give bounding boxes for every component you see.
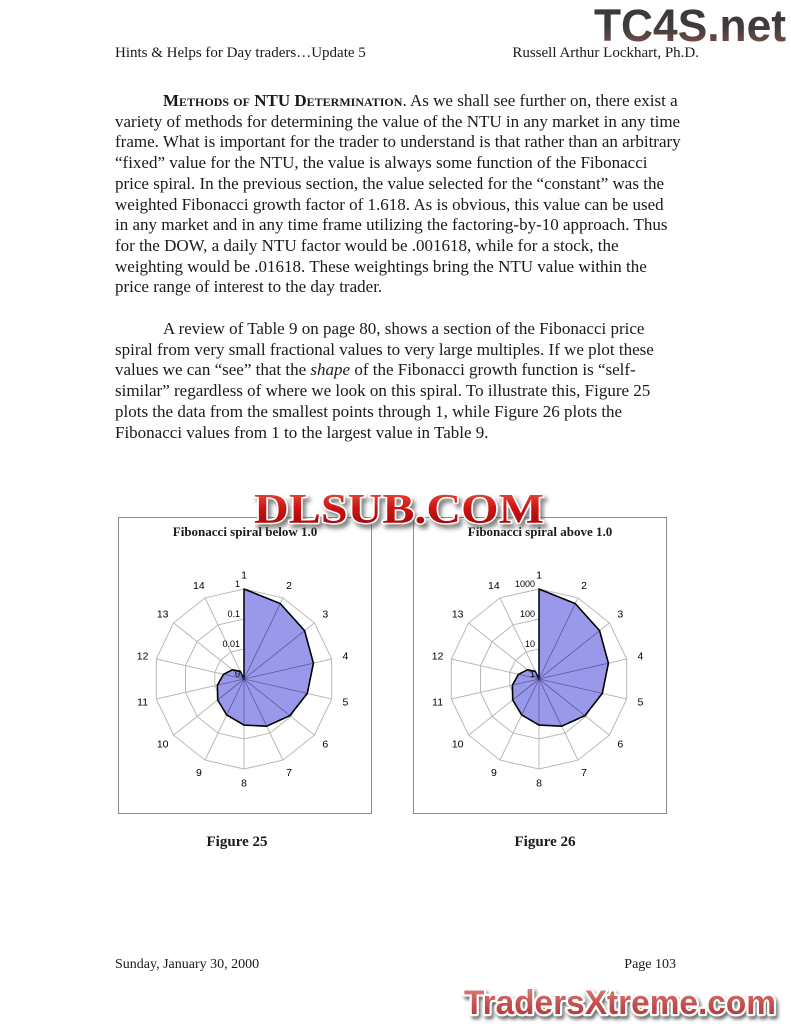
svg-text:9: 9 <box>490 767 497 780</box>
svg-text:6: 6 <box>322 738 329 751</box>
svg-text:6: 6 <box>617 738 624 751</box>
svg-text:12: 12 <box>136 650 149 663</box>
svg-text:11: 11 <box>432 696 444 709</box>
svg-text:14: 14 <box>488 579 500 592</box>
paragraph-2-italic-word: shape <box>310 360 351 380</box>
svg-text:7: 7 <box>581 767 588 780</box>
svg-text:0.1: 0.1 <box>227 609 240 619</box>
header-author: Russell Arthur Lockhart, Ph.D. <box>512 45 699 61</box>
svg-text:4: 4 <box>637 650 644 663</box>
figure-26-radar-chart <box>414 518 666 811</box>
tradersxtreme-watermark <box>453 979 787 1024</box>
svg-text:10: 10 <box>156 738 169 751</box>
figure-26-caption: Figure 26 <box>514 834 576 850</box>
dlsub-logo <box>243 481 555 535</box>
paragraph-table9-review <box>115 319 681 443</box>
figure-26-frame <box>413 517 667 814</box>
header-document-title: Hints & Helps for Day traders…Update 5 <box>115 45 366 61</box>
svg-text:14: 14 <box>193 579 205 592</box>
section-heading: Methods of NTU Determination <box>163 91 403 110</box>
svg-text:13: 13 <box>156 608 169 621</box>
figure-25-title: Fibonacci spiral below 1.0 <box>172 524 318 539</box>
footer-page-number: Page 103 <box>624 957 676 972</box>
radial-axis-center-label: 1 <box>529 669 535 679</box>
footer-date: Sunday, January 30, 2000 <box>115 957 260 972</box>
svg-text:2: 2 <box>581 579 588 592</box>
svg-text:5: 5 <box>342 696 349 709</box>
figure-26-title: Fibonacci spiral above 1.0 <box>467 524 613 539</box>
svg-text:10: 10 <box>451 738 464 751</box>
svg-text:3: 3 <box>617 608 624 621</box>
paragraph-2-pre: A review of Table 9 on page 80, shows a section of the Fibonacci price spiral from very small fractional values to very large multiples. If we plot these values we can “see” that the <box>115 319 654 380</box>
svg-text:12: 12 <box>431 650 444 663</box>
svg-text:9: 9 <box>195 767 202 780</box>
svg-text:5: 5 <box>637 696 644 709</box>
svg-text:7: 7 <box>286 767 293 780</box>
svg-text:8: 8 <box>241 777 247 790</box>
svg-text:13: 13 <box>451 608 464 621</box>
svg-text:1: 1 <box>234 579 240 589</box>
tc4s-logo-text: TC4S.net <box>594 0 787 51</box>
svg-text:1: 1 <box>241 569 247 582</box>
svg-text:1: 1 <box>536 569 542 582</box>
figure-25-radar-chart <box>119 518 371 811</box>
svg-text:8: 8 <box>536 777 542 790</box>
paragraph-methods-ntu <box>115 91 681 298</box>
tradersxtreme-logo-text: TradersXtreme.com <box>464 984 776 1022</box>
svg-text:10: 10 <box>524 639 535 649</box>
figure-25-caption: Figure 25 <box>206 834 268 850</box>
body-text <box>115 91 681 443</box>
svg-text:0.01: 0.01 <box>222 639 240 649</box>
svg-text:3: 3 <box>322 608 329 621</box>
dlsub-logo-text: DLSUB.COM <box>254 487 544 533</box>
figure-25-frame <box>118 517 372 814</box>
svg-text:11: 11 <box>137 696 149 709</box>
svg-text:2: 2 <box>286 579 293 592</box>
svg-text:4: 4 <box>342 650 349 663</box>
svg-text:100: 100 <box>519 609 535 619</box>
tradersxtreme-logo <box>453 979 787 1024</box>
paragraph-2-post: of the Fibonacci growth function is “self-similar” regardless of where we look on this spiral. To illustrate this, Figure 25 plots the data from the smallest points through 1, while Figure 26 plots the Fibonacci values from 1 to the largest value in Table 9. <box>115 360 651 442</box>
svg-text:1000: 1000 <box>514 579 535 589</box>
dlsub-watermark <box>243 481 555 540</box>
radial-axis-center-label: 0 <box>234 669 240 679</box>
paragraph-1-text: . As we shall see further on, there exist a variety of methods for determining the value of the NTU in any market in any time frame. What is important for the trader to understand is that rather than an arbitrary “fixed” value for the NTU, the value is always some function of the Fibonacci price spiral. In the previous section, the value selected for the “constant” was the weighted Fibonacci growth factor of 1.618. As is obvious, this value can be used in any market and in any time frame utilizing the factoring-by-10 approach. Thus for the DOW, a daily NTU factor would be .001618, while for a stock, the weighting would be .01618. These weightings bring the NTU value within the price range of interest to the day trader. <box>115 91 681 297</box>
